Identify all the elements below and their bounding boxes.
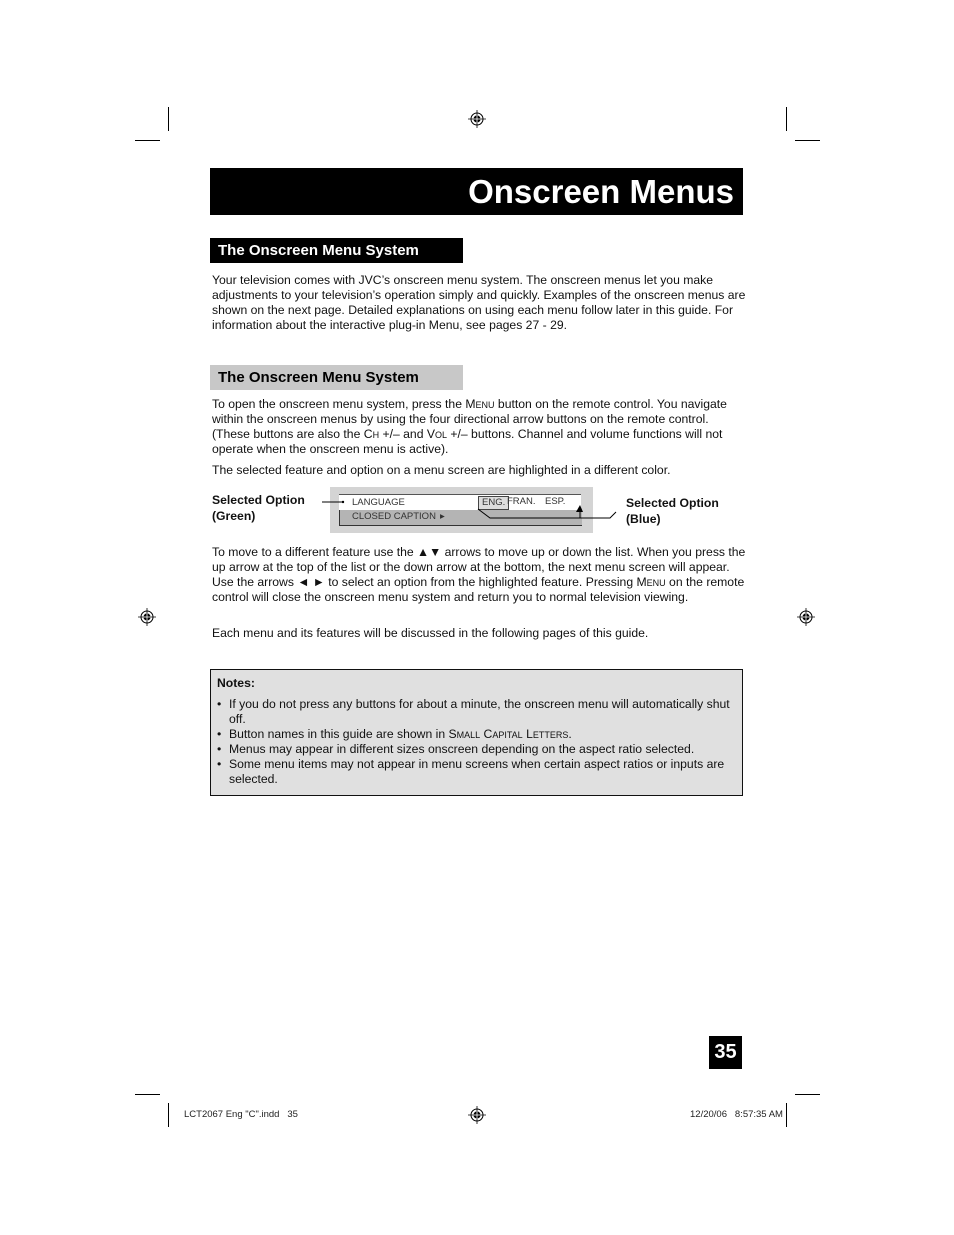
registration-mark-icon <box>138 608 156 626</box>
callout-lines <box>320 490 620 530</box>
navigation-paragraph: To move to a different feature use the ▲▼ arrows to move up or down the list. When you press the up arrow at the top of the list or the down arrow at the bottom, the next menu screen will appear. Use the arrows ◄ ► to select an option from the highlighted feature. Pressing Menu on the remote control will close the onscreen menu system and return you to normal television viewing. <box>212 545 746 604</box>
following-pages-paragraph: Each menu and its features will be discussed in the following pages of this guide. <box>212 626 649 640</box>
registration-mark-icon <box>468 110 486 128</box>
crop-mark <box>135 140 160 141</box>
button-name-vol: Vol <box>426 427 447 441</box>
menu-open-paragraph: To open the onscreen menu system, press the Menu button on the remote control. You navigate within the onscreen menus by using the four directional arrow buttons on the remote control. (These buttons are also the Ch +/– and Vol +/– buttons. Channel and volume functions will not operate when the onscreen menu is active). <box>212 397 727 456</box>
crop-mark <box>795 140 820 141</box>
chevron-right-icon: ▸ <box>440 511 445 522</box>
notes-title: Notes: <box>217 676 255 690</box>
callout-green: Selected Option (Green) <box>212 493 305 523</box>
crop-mark <box>786 107 787 131</box>
callout-blue: Selected Option (Blue) <box>626 496 719 526</box>
notes-list <box>217 697 736 787</box>
slug-timestamp: 12/20/06 8:57:35 AM <box>690 1109 783 1120</box>
menu-row-closed-caption: CLOSED CAPTION ▸ <box>339 510 582 526</box>
crop-mark <box>795 1094 820 1095</box>
button-name-menu: Menu <box>465 397 495 411</box>
highlight-paragraph: The selected feature and option on a menu screen are highlighted in a different color. <box>212 463 671 477</box>
intro-paragraph: Your television comes with JVC’s onscreen menu system. The onscreen menus let you make adjustments to your television’s operation simply and quickly. Examples of the onscreen menus are shown on the next page. Detailed explanations on using each menu follow later in this guide. For information about the interactive plug-in Menu, see pages 27 - 29. <box>212 273 746 332</box>
registration-mark-icon <box>468 1106 486 1124</box>
note-item: • Button names in this guide are shown in Small Capital Letters. <box>217 727 736 742</box>
crop-mark <box>168 107 169 131</box>
crop-mark <box>168 1103 169 1127</box>
note-item: • If you do not press any buttons for about a minute, the onscreen menu will automatically shut off. <box>217 697 736 727</box>
slug-filename: LCT2067 Eng "C".indd 35 <box>184 1109 298 1120</box>
crop-mark <box>135 1094 160 1095</box>
page-title: Onscreen Menus <box>210 168 743 215</box>
notes-box <box>210 669 743 796</box>
crop-mark <box>786 1103 787 1127</box>
section-heading: The Onscreen Menu System <box>210 238 463 263</box>
menu-row-language: LANGUAGE ENG. FRAN. ESP. <box>339 494 581 511</box>
registration-mark-icon <box>797 608 815 626</box>
page-number: 35 <box>709 1036 742 1069</box>
selected-option-box: ENG. <box>478 496 509 510</box>
note-item: • Some menu items may not appear in menu screens when certain aspect ratios or inputs are selected. <box>217 757 736 787</box>
note-item: • Menus may appear in different sizes onscreen depending on the aspect ratio selected. <box>217 742 736 757</box>
section-heading: The Onscreen Menu System <box>210 365 463 390</box>
button-name-ch: Ch <box>363 427 380 441</box>
button-name-menu: Menu <box>636 575 666 589</box>
